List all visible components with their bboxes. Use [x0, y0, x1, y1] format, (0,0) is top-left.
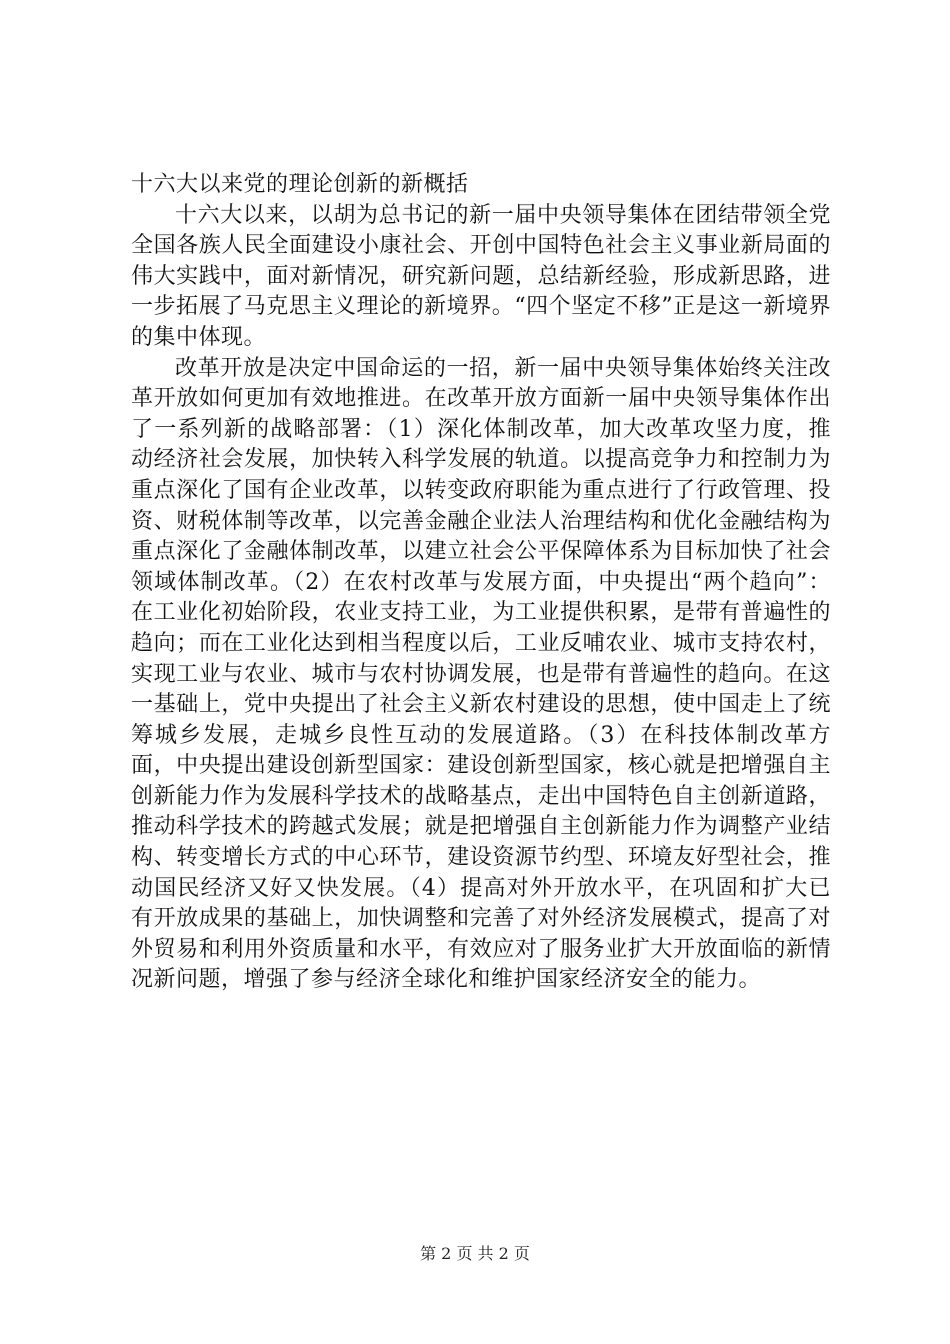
paragraph-1: 十六大以来，以胡为总书记的新一届中央领导集体在团结带领全党全国各族人民全面建设小康社会、开创中国特色社会主义事业新局面的伟大实践中，面对新情况，研究新问题，总结新经验，形成新思路，进一步拓展了马克思主义理论的新境界。“四个坚定不移”正是这一新境界的集中体现。	[131, 202, 831, 350]
paragraph-2: 改革开放是决定中国命运的一招，新一届中央领导集体始终关注改革开放如何更加有效地推进。在改革开放方面新一届中央领导集体作出了一系列新的战略部署：（1）深化体制改革，加大改革攻坚力度，推动经济社会发展，加快转入科学发展的轨道。以提高竞争力和控制力为重点深化了国有企业改革，以转变政府职能为重点进行了行政管理、投资、财税体制等改革，以完善金融企业法人治理结构和优化金融结构为重点深化了金融体制改革，以建立社会公平保障体系为目标加快了社会领域体制改革。（2）在农村改革与发展方面，中央提出“两个趋向”：在工业化初始阶段，农业支持工业，为工业提供积累，是带有普遍性的趋向；而在工业化达到相当程度以后，工业反哺农业、城市支持农村，实现工业与农业、城市与农村协调发展，也是带有普遍性的趋向。在这一基础上，党中央提出了社会主义新农村建设的思想，使中国走上了统筹城乡发展，走城乡良性互动的发展道路。（3）在科技体制改革方面，中央提出建设创新型国家：建设创新型国家，核心就是把增强自主创新能力作为发展科学技术的战略基点，走出中国特色自主创新道路，推动科学技术的跨越式发展；就是把增强自主创新能力作为调整产业结构、转变增长方式的中心环节，建设资源节约型、环境友好型社会，推动国民经济又好又快发展。（4）提高对外开放水平，在巩固和扩大已有开放成果的基础上，加快调整和完善了对外经济发展模式，提高了对外贸易和利用外资质量和水平，有效应对了服务业扩大开放面临的新情况新问题，增强了参与经济全球化和维护国家经济安全的能力。	[131, 355, 831, 993]
document-title: 十六大以来党的理论创新的新概括	[131, 172, 469, 197]
page-footer: 第 2 页 共 2 页	[420, 1244, 530, 1263]
document-body	[131, 170, 831, 996]
